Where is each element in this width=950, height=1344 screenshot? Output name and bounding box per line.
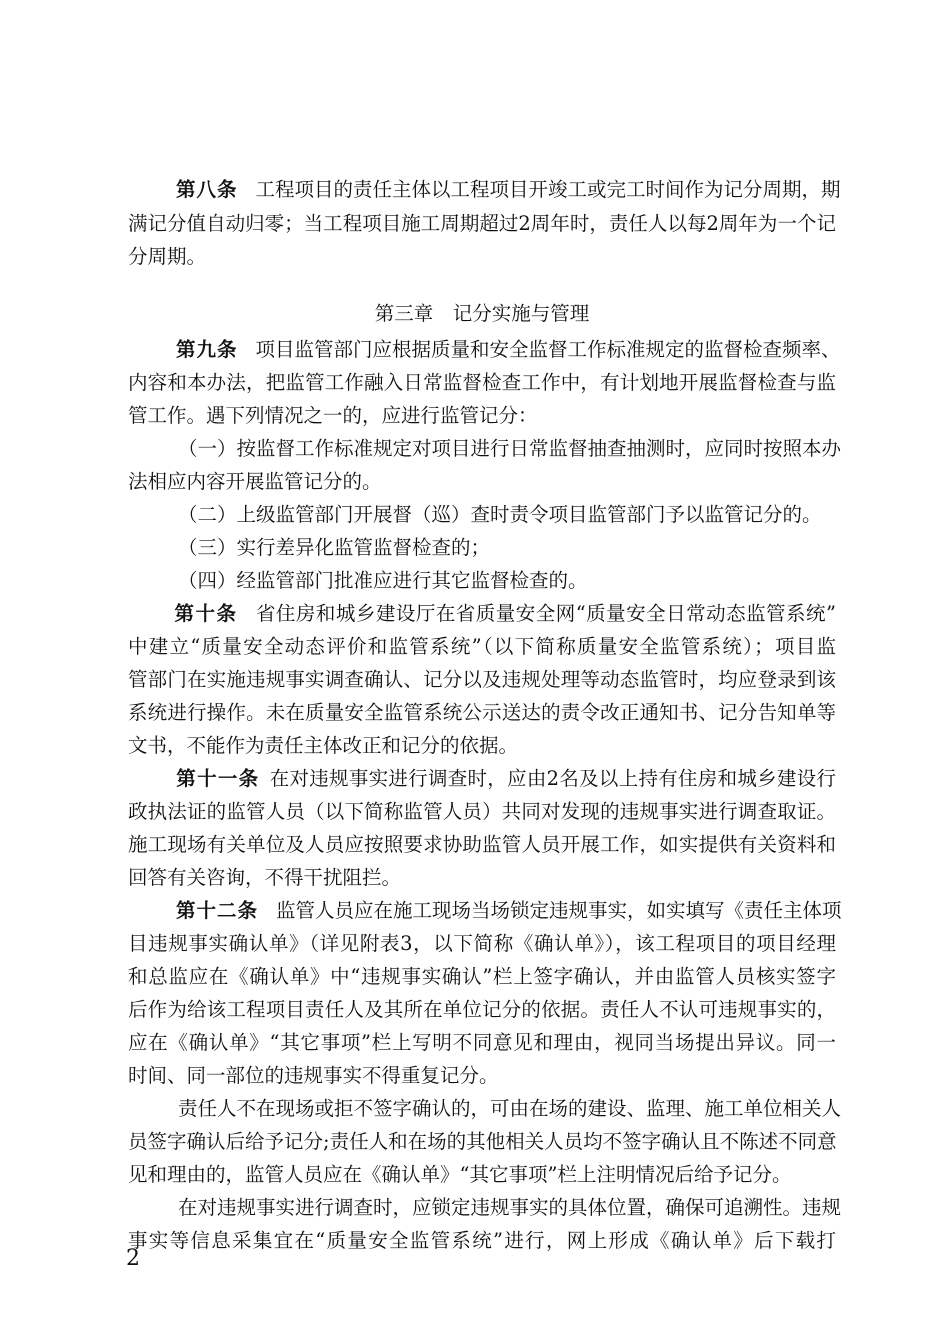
para-a-line-3: 见和理由的，监管人员应在《确认单》“其它事项”栏上注明情况后给予记分。 bbox=[128, 1163, 792, 1186]
art11-line-2: 政执法证的监管人员（以下简称监管人员）共同对发现的违规事实进行调查取证。 bbox=[128, 800, 836, 823]
item-1-line-2: 法相应内容开展监管记分的。 bbox=[128, 470, 382, 493]
art11-line-1: 第十一条 在对违规事实进行调查时，应由2名及以上持有住房和城乡建设行 bbox=[176, 767, 836, 790]
para-b-line-2: 事实等信息采集宜在“质量安全监管系统”进行，网上形成《确认单》后下载打 bbox=[128, 1229, 836, 1252]
article-10-heading: 第十条 bbox=[174, 602, 238, 625]
art11-line-4: 回答有关咨询，不得干扰阻拦。 bbox=[128, 866, 402, 889]
article-8-heading: 第八条 bbox=[176, 178, 238, 201]
art9-line-2: 内容和本办法，把监管工作融入日常监督检查工作中，有计划地开展监督检查与监 bbox=[128, 371, 836, 394]
para-b-line-1: 在对违规事实进行调查时，应锁定违规事实的具体位置，确保可追溯性。违规 bbox=[178, 1196, 842, 1219]
art12-line-1: 第十二条 监管人员应在施工现场当场锁定违规事实，如实填写《责任主体项 bbox=[176, 899, 842, 922]
art12-line-3: 和总监应在《确认单》中“违规事实确认”栏上签字确认，并由监管人员核实签字 bbox=[128, 965, 836, 988]
art8-line-3: 分周期。 bbox=[128, 245, 207, 268]
article-11-heading: 第十一条 bbox=[176, 767, 260, 790]
chapter-title: 第三章 记分实施与管理 bbox=[374, 302, 590, 325]
item-2: （二）上级监管部门开展督（巡）查时责令项目监管部门予以监管记分的。 bbox=[178, 503, 822, 526]
art10-line-5: 文书，不能作为责任主体改正和记分的依据。 bbox=[128, 734, 519, 757]
art10-line-4: 系统进行操作。未在质量安全监管系统公示送达的责令改正通知书、记分告知单等 bbox=[128, 701, 836, 724]
art11-line-3: 施工现场有关单位及人员应按照要求协助监管人员开展工作，如实提供有关资料和 bbox=[128, 833, 836, 856]
para-a-line-2: 员签字确认后给予记分;责任人和在场的其他相关人员均不签字确认且不陈述不同意 bbox=[128, 1130, 837, 1153]
para-a-line-1: 责任人不在现场或拒不签字确认的，可由在场的建设、监理、施工单位相关人 bbox=[178, 1097, 842, 1120]
art10-line-1: 第十条 省住房和城乡建设厅在省质量安全网“质量安全日常动态监管系统” bbox=[174, 602, 836, 625]
art8-line-1: 第八条 工程项目的责任主体以工程项目开竣工或完工时间作为记分周期，期 bbox=[176, 178, 841, 201]
art12-line-6: 时间、同一部位的违规事实不得重复记分。 bbox=[128, 1064, 499, 1087]
page-number: 2 bbox=[126, 1246, 140, 1271]
art10-line-3: 管部门在实施违规事实调查确认、记分以及违规处理等动态监管时，均应登录到该 bbox=[128, 668, 836, 691]
art8-line-2: 满记分值自动归零；当工程项目施工周期超过2周年时，责任人以每2周年为一个记 bbox=[128, 212, 836, 235]
item-3: （三）实行差异化监管监督检查的； bbox=[178, 536, 491, 559]
art9-line-3: 管工作。遇下列情况之一的，应进行监管记分： bbox=[128, 404, 538, 427]
item-4: （四）经监管部门批准应进行其它监督检查的。 bbox=[178, 569, 588, 592]
art9-line-1: 第九条 项目监管部门应根据质量和安全监督工作标准规定的监督检查频率、 bbox=[176, 338, 841, 361]
item-1-line-1: （一）按监督工作标准规定对项目进行日常监督抽查抽测时，应同时按照本办 bbox=[178, 437, 842, 460]
article-9-heading: 第九条 bbox=[176, 338, 238, 361]
art12-line-4: 后作为给该工程项目责任人及其所在单位记分的依据。责任人不认可违规事实的， bbox=[128, 998, 836, 1021]
art12-line-2: 目违规事实确认单》（详见附表3，以下简称《确认单》），该工程项目的项目经理 bbox=[128, 932, 836, 955]
art12-line-5: 应在《确认单》“其它事项”栏上写明不同意见和理由，视同当场提出异议。同一 bbox=[128, 1031, 836, 1054]
art10-line-2: 中建立“质量安全动态评价和监管系统”（以下简称质量安全监管系统）；项目监 bbox=[128, 635, 836, 658]
article-12-heading: 第十二条 bbox=[176, 899, 259, 922]
